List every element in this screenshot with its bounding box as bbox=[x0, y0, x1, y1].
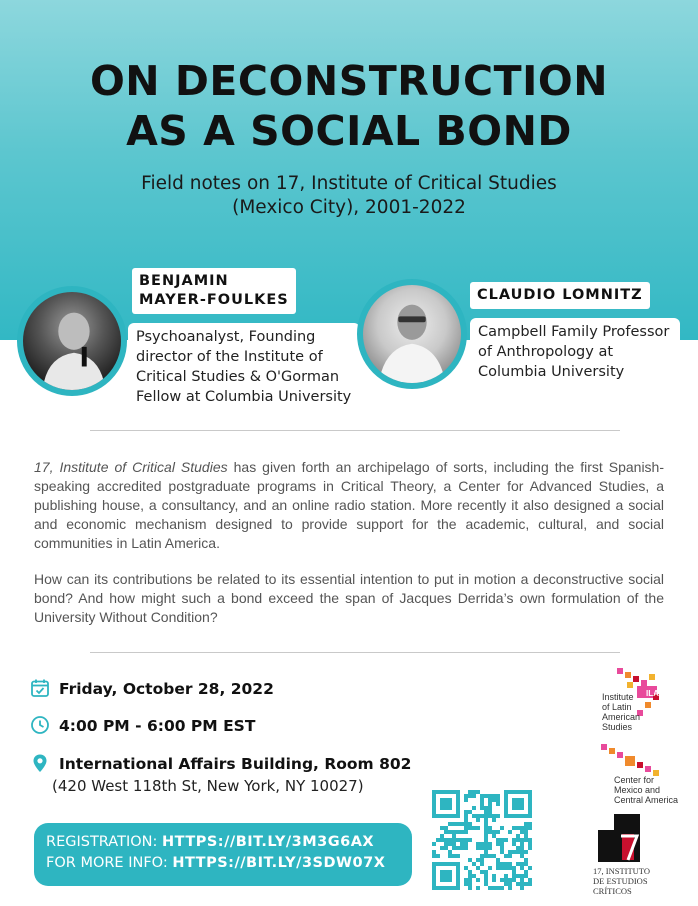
qr-module bbox=[508, 886, 512, 890]
qr-module bbox=[488, 806, 492, 810]
qr-module bbox=[484, 882, 488, 886]
qr-module bbox=[480, 794, 484, 798]
title-line-2: AS A SOCIAL BOND bbox=[126, 107, 572, 155]
event-time: 4:00 PM - 6:00 PM EST bbox=[59, 717, 256, 735]
speaker-name-lomnitz bbox=[470, 282, 650, 309]
qr-module bbox=[516, 838, 520, 842]
qr-module bbox=[520, 886, 524, 890]
qr-module bbox=[464, 826, 468, 830]
calendar-check-icon bbox=[30, 678, 50, 698]
page-title bbox=[0, 56, 698, 156]
qr-module bbox=[444, 830, 448, 834]
qr-module bbox=[464, 798, 468, 802]
qr-module bbox=[472, 794, 476, 798]
qr-module bbox=[512, 878, 516, 882]
qr-module bbox=[500, 866, 504, 870]
qr-module bbox=[492, 886, 496, 890]
qr-module bbox=[476, 866, 480, 870]
qr-module bbox=[472, 826, 476, 830]
qr-module bbox=[448, 822, 452, 826]
qr-module bbox=[444, 846, 448, 850]
qr-module bbox=[500, 846, 504, 850]
qr-module bbox=[468, 838, 472, 842]
qr-module bbox=[492, 854, 496, 858]
qr-module bbox=[468, 810, 472, 814]
qr-module bbox=[480, 842, 484, 846]
qr-module bbox=[500, 838, 504, 842]
qr-module bbox=[508, 830, 512, 834]
speaker-name-line: MAYER-FOULKES bbox=[139, 292, 289, 308]
logo-line: Institute bbox=[602, 692, 634, 702]
qr-module bbox=[524, 874, 528, 878]
qr-module bbox=[452, 838, 456, 842]
qr-module bbox=[484, 830, 488, 834]
qr-module bbox=[484, 874, 488, 878]
qr-module bbox=[504, 838, 508, 842]
speaker-role-line: Psychoanalyst, Founding bbox=[136, 329, 316, 345]
qr-module bbox=[512, 870, 516, 874]
qr-module bbox=[500, 862, 504, 866]
qr-module bbox=[464, 878, 468, 882]
qr-module bbox=[440, 834, 444, 838]
qr-module bbox=[496, 794, 500, 798]
qr-module bbox=[476, 858, 480, 862]
qr-module bbox=[464, 842, 468, 846]
qr-module bbox=[448, 838, 452, 842]
qr-module bbox=[524, 830, 528, 834]
qr-module bbox=[456, 822, 460, 826]
qr-module bbox=[484, 870, 488, 874]
logo-line: 17, INSTITUTO bbox=[593, 866, 650, 876]
qr-module bbox=[520, 874, 524, 878]
event-venue: International Affairs Building, Room 802 bbox=[59, 755, 412, 773]
speaker-name-mayer-foulkes bbox=[132, 268, 296, 314]
description-paragraph-1 bbox=[34, 458, 664, 553]
event-date: Friday, October 28, 2022 bbox=[59, 680, 274, 698]
qr-module bbox=[468, 794, 472, 798]
qr-module bbox=[496, 814, 500, 818]
qr-module bbox=[496, 798, 500, 802]
qr-module bbox=[496, 802, 500, 806]
qr-module bbox=[468, 826, 472, 830]
registration-label: REGISTRATION: bbox=[46, 834, 162, 850]
qr-module bbox=[508, 866, 512, 870]
qr-module bbox=[464, 846, 468, 850]
qr-module bbox=[504, 866, 508, 870]
qr-module bbox=[516, 862, 520, 866]
registration-box bbox=[34, 823, 412, 886]
qr-module bbox=[496, 858, 500, 862]
qr-module bbox=[464, 838, 468, 842]
qr-module bbox=[436, 854, 440, 858]
subtitle bbox=[0, 172, 698, 220]
qr-module bbox=[500, 878, 504, 882]
qr-module bbox=[512, 850, 516, 854]
qr-module bbox=[460, 822, 464, 826]
qr-module bbox=[480, 802, 484, 806]
qr-module bbox=[444, 826, 448, 830]
qr-module bbox=[508, 854, 512, 858]
qr-module bbox=[508, 850, 512, 854]
qr-module bbox=[528, 826, 532, 830]
qr-module bbox=[504, 874, 508, 878]
qr-module bbox=[500, 842, 504, 846]
qr-module bbox=[480, 854, 484, 858]
qr-module bbox=[520, 862, 524, 866]
qr-module bbox=[484, 826, 488, 830]
registration-row bbox=[46, 832, 400, 853]
cmca-logo-icon bbox=[597, 742, 667, 778]
qr-module bbox=[444, 838, 448, 842]
qr-module bbox=[520, 830, 524, 834]
speaker-role-line: of Anthropology at bbox=[478, 344, 614, 360]
map-pin-icon bbox=[30, 753, 50, 773]
logo-line: CRÍTICOS bbox=[593, 886, 632, 896]
qr-module bbox=[448, 842, 452, 846]
qr-module bbox=[512, 866, 516, 870]
speaker-portrait-icon bbox=[23, 292, 121, 390]
qr-module bbox=[484, 818, 488, 822]
qr-module bbox=[524, 838, 528, 842]
qr-module bbox=[480, 814, 484, 818]
qr-module bbox=[492, 814, 496, 818]
qr-module bbox=[500, 826, 504, 830]
qr-module bbox=[480, 806, 484, 810]
logo-line: Mexico and bbox=[614, 785, 661, 795]
qr-module bbox=[504, 862, 508, 866]
qr-module bbox=[524, 858, 528, 862]
qr-module bbox=[472, 862, 476, 866]
qr-module bbox=[496, 838, 500, 842]
qr-module bbox=[512, 838, 516, 842]
qr-module bbox=[520, 842, 524, 846]
qr-module bbox=[488, 802, 492, 806]
qr-module bbox=[464, 818, 468, 822]
qr-module bbox=[456, 838, 460, 842]
qr-module bbox=[432, 850, 436, 854]
qr-module bbox=[464, 794, 468, 798]
speaker-role-line: Fellow at Columbia University bbox=[136, 389, 352, 405]
qr-module bbox=[476, 886, 480, 890]
subtitle-line-2: (Mexico City), 2001-2022 bbox=[232, 197, 466, 218]
qr-module bbox=[512, 874, 516, 878]
qr-module bbox=[444, 842, 448, 846]
qr-module bbox=[488, 830, 492, 834]
qr-module bbox=[472, 814, 476, 818]
qr-module bbox=[452, 846, 456, 850]
qr-module bbox=[452, 822, 456, 826]
qr-module bbox=[488, 814, 492, 818]
divider bbox=[90, 430, 620, 431]
qr-module bbox=[488, 886, 492, 890]
qr-module bbox=[468, 870, 472, 874]
qr-module bbox=[492, 878, 496, 882]
qr-module bbox=[520, 826, 524, 830]
qr-module bbox=[492, 874, 496, 878]
institute-name: 17, Institute of Critical Studies bbox=[34, 459, 228, 475]
qr-module bbox=[492, 798, 496, 802]
qr-module bbox=[448, 854, 452, 858]
description-paragraph-2: How can its contributions be related to its essential intention to put in motion a deconstructive social bond? And how might such a bond exceed the span of Jacques Derrida’s own formulation of the University Without Condition? bbox=[34, 571, 664, 625]
qr-module bbox=[488, 842, 492, 846]
qr-code[interactable] bbox=[432, 790, 532, 890]
qr-module bbox=[484, 794, 488, 798]
qr-module bbox=[528, 842, 532, 846]
logo-line: Center for bbox=[614, 775, 655, 785]
qr-module bbox=[440, 846, 444, 850]
qr-module bbox=[516, 846, 520, 850]
qr-module bbox=[524, 850, 528, 854]
qr-module bbox=[488, 866, 492, 870]
qr-module bbox=[508, 862, 512, 866]
ilas-logo-text bbox=[602, 692, 640, 732]
qr-module bbox=[440, 838, 444, 842]
seventeen-logo-text bbox=[593, 866, 650, 896]
qr-module bbox=[476, 814, 480, 818]
qr-module bbox=[468, 858, 472, 862]
speaker-role-lomnitz bbox=[470, 318, 680, 386]
qr-module bbox=[468, 886, 472, 890]
qr-module bbox=[520, 838, 524, 842]
qr-module bbox=[464, 814, 468, 818]
qr-module bbox=[472, 874, 476, 878]
qr-module bbox=[456, 854, 460, 858]
qr-module bbox=[432, 854, 436, 858]
ilas-badge: ILAS bbox=[646, 689, 665, 698]
qr-module bbox=[456, 830, 460, 834]
qr-module bbox=[468, 822, 472, 826]
qr-module bbox=[472, 806, 476, 810]
qr-module bbox=[448, 850, 452, 854]
qr-module bbox=[432, 842, 436, 846]
qr-module bbox=[464, 810, 468, 814]
qr-module bbox=[512, 842, 516, 846]
qr-module bbox=[516, 874, 520, 878]
qr-module bbox=[488, 846, 492, 850]
qr-module bbox=[492, 818, 496, 822]
qr-module bbox=[516, 834, 520, 838]
qr-module bbox=[460, 830, 464, 834]
subtitle-line-1: Field notes on 17, Institute of Critical Studies bbox=[141, 173, 557, 194]
qr-module bbox=[500, 886, 504, 890]
logo-line: American bbox=[602, 712, 641, 722]
qr-module bbox=[468, 882, 472, 886]
qr-module bbox=[476, 846, 480, 850]
seventeen-logo-icon bbox=[594, 812, 650, 864]
qr-module bbox=[484, 834, 488, 838]
qr-module bbox=[492, 830, 496, 834]
speaker-name-line: BENJAMIN bbox=[139, 273, 229, 289]
qr-module bbox=[460, 838, 464, 842]
qr-module bbox=[496, 830, 500, 834]
qr-module bbox=[452, 830, 456, 834]
qr-module bbox=[528, 866, 532, 870]
qr-module bbox=[520, 878, 524, 882]
qr-module bbox=[528, 822, 532, 826]
qr-module bbox=[488, 810, 492, 814]
qr-module bbox=[492, 834, 496, 838]
qr-module bbox=[480, 870, 484, 874]
qr-module bbox=[484, 822, 488, 826]
qr-module bbox=[504, 878, 508, 882]
qr-module bbox=[516, 850, 520, 854]
more-info-link[interactable]: HTTPS://BIT.LY/3SDW07X bbox=[172, 855, 386, 871]
qr-module bbox=[524, 822, 528, 826]
logo-line: Studies bbox=[602, 722, 633, 732]
event-address: (420 West 118th St, New York, NY 10027) bbox=[52, 777, 364, 795]
speaker-portrait-icon bbox=[363, 285, 461, 383]
qr-module bbox=[480, 798, 484, 802]
qr-module bbox=[516, 826, 520, 830]
more-info-label: FOR MORE INFO: bbox=[46, 855, 173, 871]
qr-module bbox=[480, 858, 484, 862]
qr-module bbox=[524, 834, 528, 838]
qr-module bbox=[516, 882, 520, 886]
qr-module bbox=[464, 830, 468, 834]
qr-module bbox=[440, 826, 444, 830]
qr-module bbox=[452, 854, 456, 858]
qr-module bbox=[528, 846, 532, 850]
qr-module bbox=[456, 846, 460, 850]
registration-link[interactable]: HTTPS://BIT.LY/3M3G6AX bbox=[161, 834, 375, 850]
qr-module bbox=[484, 814, 488, 818]
qr-module bbox=[496, 886, 500, 890]
speaker-photo-lomnitz bbox=[357, 279, 467, 389]
qr-module bbox=[504, 854, 508, 858]
qr-module bbox=[484, 806, 488, 810]
speaker-role-line: director of the Institute of bbox=[136, 349, 323, 365]
speaker-role-line: Columbia University bbox=[478, 364, 625, 380]
logo-line: DE ESTUDIOS bbox=[593, 876, 648, 886]
qr-module bbox=[528, 878, 532, 882]
qr-module bbox=[524, 862, 528, 866]
cmca-logo-text bbox=[614, 775, 678, 805]
qr-module bbox=[496, 842, 500, 846]
qr-module bbox=[528, 838, 532, 842]
qr-module bbox=[464, 866, 468, 870]
qr-module bbox=[488, 798, 492, 802]
qr-module bbox=[484, 854, 488, 858]
more-info-row bbox=[46, 853, 400, 874]
qr-module bbox=[520, 866, 524, 870]
qr-module bbox=[464, 882, 468, 886]
speaker-photo-mayer-foulkes bbox=[17, 286, 127, 396]
logo-line: of Latin bbox=[602, 702, 632, 712]
qr-module bbox=[484, 810, 488, 814]
qr-module bbox=[484, 846, 488, 850]
qr-module bbox=[452, 842, 456, 846]
qr-module bbox=[476, 878, 480, 882]
qr-module bbox=[484, 878, 488, 882]
speaker-role-line: Campbell Family Professor bbox=[478, 324, 670, 340]
qr-module bbox=[520, 854, 524, 858]
qr-module bbox=[468, 878, 472, 882]
qr-module bbox=[508, 878, 512, 882]
qr-module bbox=[468, 874, 472, 878]
qr-module bbox=[468, 790, 472, 794]
speaker-name-line: CLAUDIO LOMNITZ bbox=[477, 287, 643, 303]
qr-module bbox=[484, 842, 488, 846]
qr-module bbox=[476, 818, 480, 822]
qr-module bbox=[476, 826, 480, 830]
qr-module bbox=[476, 790, 480, 794]
qr-module bbox=[504, 882, 508, 886]
qr-module bbox=[496, 866, 500, 870]
qr-module bbox=[488, 794, 492, 798]
qr-module bbox=[476, 842, 480, 846]
qr-module bbox=[472, 790, 476, 794]
qr-module bbox=[484, 850, 488, 854]
qr-module bbox=[436, 838, 440, 842]
qr-module bbox=[508, 882, 512, 886]
speaker-role-line: Critical Studies & O'Gorman bbox=[136, 369, 340, 385]
qr-module bbox=[520, 850, 524, 854]
qr-module bbox=[460, 846, 464, 850]
speaker-role-mayer-foulkes bbox=[128, 323, 360, 411]
qr-module bbox=[488, 826, 492, 830]
qr-module bbox=[524, 870, 528, 874]
qr-module bbox=[528, 882, 532, 886]
logo-line: Central America bbox=[614, 795, 679, 805]
divider bbox=[90, 652, 620, 653]
qr-module bbox=[492, 794, 496, 798]
qr-module bbox=[448, 830, 452, 834]
qr-module bbox=[464, 822, 468, 826]
qr-module bbox=[484, 838, 488, 842]
qr-module bbox=[520, 846, 524, 850]
qr-module bbox=[524, 826, 528, 830]
qr-module bbox=[520, 882, 524, 886]
qr-module bbox=[500, 850, 504, 854]
title-line-1: ON DECONSTRUCTION bbox=[89, 57, 609, 105]
qr-module bbox=[488, 854, 492, 858]
clock-icon bbox=[30, 715, 50, 735]
qr-module bbox=[452, 834, 456, 838]
qr-module bbox=[524, 882, 528, 886]
qr-module bbox=[496, 862, 500, 866]
description-text: has given forth an archipelago of sorts, including the first Spanish-speaking accredited postgraduate programs in Critical Theory, a Center for Advanced Studies, a publishing house, a consultancy, and an online radio station. More recently it also designed a social and economic mechanism designed to provide support for the academic, cultural, and social communities in Latin America. bbox=[34, 459, 665, 551]
qr-module bbox=[512, 826, 516, 830]
qr-module bbox=[480, 846, 484, 850]
qr-module bbox=[460, 842, 464, 846]
qr-module bbox=[480, 862, 484, 866]
